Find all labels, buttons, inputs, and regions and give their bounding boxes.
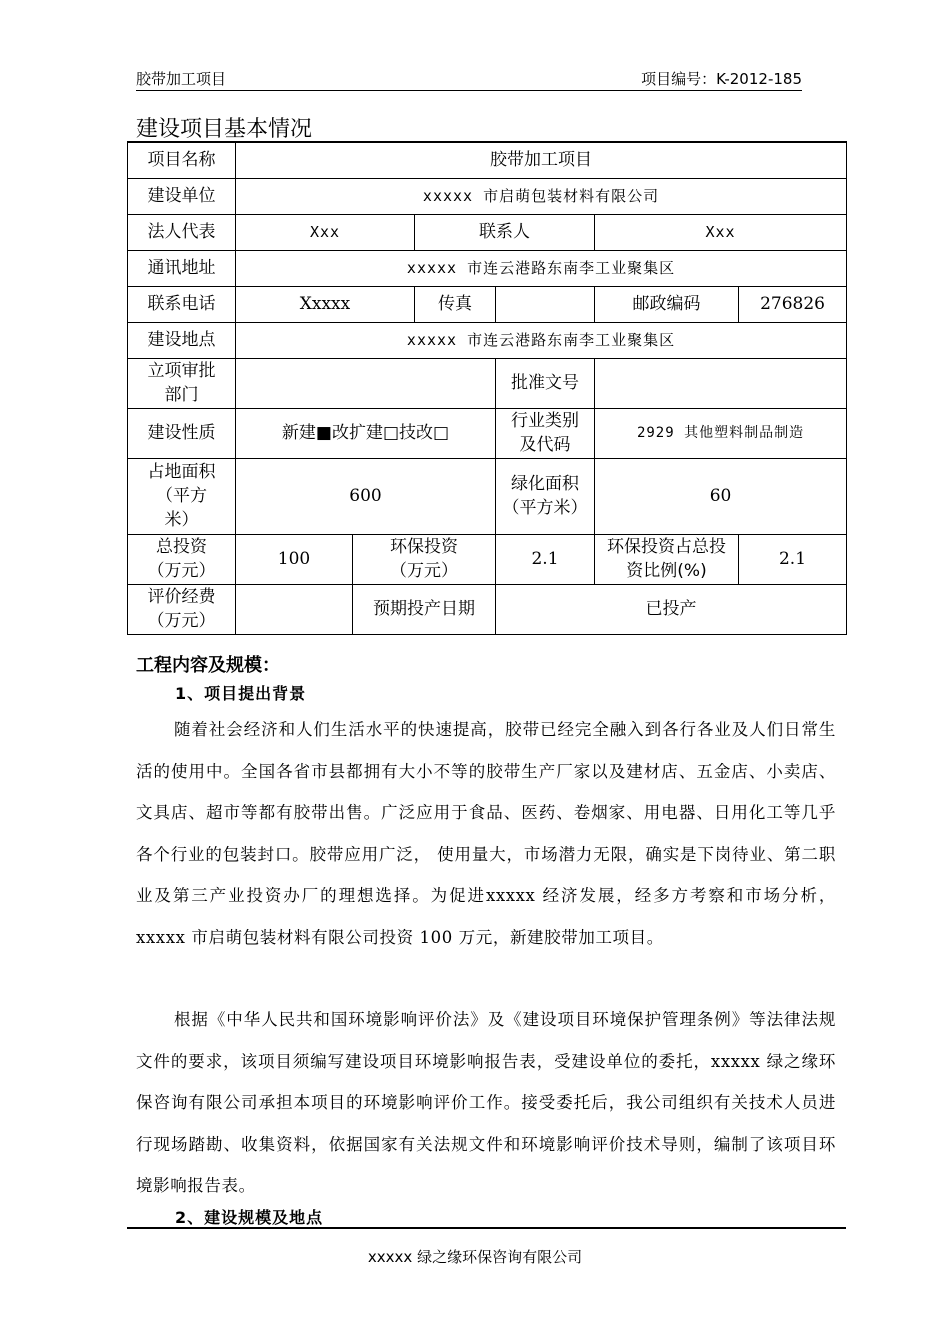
green-label-line1: 绿化面积 <box>511 474 579 494</box>
contact-value: Xxx <box>595 214 847 250</box>
nature-value: 新建■改扩建□技改□ <box>236 408 496 458</box>
env-invest-value: 2.1 <box>496 534 595 584</box>
approval-dept-value <box>236 358 496 408</box>
invest-label-line1: 总投资 <box>156 537 207 557</box>
address-label: 通讯地址 <box>128 250 236 286</box>
industry-label-line1: 行业类别 <box>511 411 579 431</box>
approval-no-label: 批准文号 <box>496 358 595 408</box>
footer-divider <box>127 1227 846 1229</box>
invest-value: 100 <box>236 534 353 584</box>
legal-rep-value: Xxx <box>236 214 415 250</box>
approval-dept-label <box>128 358 236 408</box>
builder-value: xxxxx 市启萌包装材料有限公司 <box>236 178 847 214</box>
area-label-line3: 米） <box>164 510 199 530</box>
env-invest-label-line2: （万元） <box>390 561 458 581</box>
paragraph-eia-basis: 根据《中华人民共和国环境影响评价法》及《建设项目环境保护管理条例》等法律法规文件的要求，该项目须编写建设项目环境影响报告表，受建设单位的委托，xxxxx 绿之缘环保咨询有限公司承担本项目的环境影响评价工作。接受委托后，我公司组织有关技术人员进行现场踏勘、收集资料，依据国家有关法规文件和环境影响评价技术导则，编制了该项目环境影响报告表。 <box>136 1010 836 1195</box>
fax-label: 传真 <box>415 286 496 322</box>
postcode-label: 邮政编码 <box>595 286 739 322</box>
page-footer: xxxxx 绿之缘环保咨询有限公司 <box>367 1248 583 1266</box>
section-title: 工程内容及规模： <box>136 655 280 676</box>
project-info-table <box>127 141 847 635</box>
site-label: 建设地点 <box>128 322 236 358</box>
ratio-label-line2: 资比例(%) <box>626 561 707 581</box>
header-project-name: 胶带加工项目 <box>136 71 227 88</box>
prod-date-value: 已投产 <box>496 584 847 634</box>
eval-fee-value <box>236 584 353 634</box>
approval-dept-label-line1: 立项审批 <box>147 361 216 381</box>
phone-label: 联系电话 <box>128 286 236 322</box>
site-value: xxxxx 市连云港路东南李工业聚集区 <box>236 322 847 358</box>
ratio-label <box>595 534 739 584</box>
legal-rep-label: 法人代表 <box>128 214 236 250</box>
contact-label: 联系人 <box>415 214 595 250</box>
invest-label-line2: （万元） <box>147 561 216 581</box>
fax-value <box>496 286 595 322</box>
prod-date-label: 预期投产日期 <box>353 584 496 634</box>
header-project-number: 项目编号：K-2012-185 <box>641 70 802 88</box>
industry-label-line2: 及代码 <box>519 435 571 455</box>
ratio-value: 2.1 <box>739 534 847 584</box>
page-title: 建设项目基本情况 <box>136 117 313 142</box>
approval-no-value <box>595 358 847 408</box>
builder-label: 建设单位 <box>128 178 236 214</box>
postcode-value: 276826 <box>739 286 847 322</box>
eval-fee-label-line2: （万元） <box>147 611 216 631</box>
subsection-scale-location: 2、建设规模及地点 <box>175 1208 324 1227</box>
green-label-line2: （平方米） <box>502 498 588 518</box>
subsection-background: 1、项目提出背景 <box>175 684 307 703</box>
area-value: 600 <box>236 458 496 534</box>
phone-value: Xxxxx <box>236 286 415 322</box>
page-header <box>136 66 802 91</box>
eval-fee-label <box>128 584 236 634</box>
paragraph-background: 随着社会经济和人们生活水平的快速提高，胶带已经完全融入到各行各业及人们日常生活的使用中。全国各省市县都拥有大小不等的胶带生产厂家以及建材店、五金店、小卖店、文具店、超市等都有胶带出售。广泛应用于食品、医药、卷烟家、用电器、日用化工等几乎各个行业的包装封口。胶带应用广泛， 使用量大，市场潜力无限，确实是下岗待业、第二职业及第三产业投资办厂的理想选择。为促进xxxxx 经济发展，经多方考察和市场分析，xxxxx 市启萌包装材料有限公司投资 100 万元，新建胶带加工项目。 <box>136 720 836 947</box>
project-name-label: 项目名称 <box>128 142 236 178</box>
env-invest-label-line1: 环保投资 <box>390 537 458 557</box>
approval-dept-label-line2: 部门 <box>164 385 199 405</box>
industry-value: 2929 其他塑料制品制造 <box>595 408 847 458</box>
green-value: 60 <box>595 458 847 534</box>
env-invest-label <box>353 534 496 584</box>
industry-label <box>496 408 595 458</box>
invest-label <box>128 534 236 584</box>
area-label-line2: （平方 <box>156 486 207 506</box>
nature-label: 建设性质 <box>128 408 236 458</box>
project-name-value: 胶带加工项目 <box>236 142 847 178</box>
area-label-line1: 占地面积 <box>147 462 216 482</box>
area-label <box>128 458 236 534</box>
eval-fee-label-line1: 评价经费 <box>147 587 216 607</box>
address-value: xxxxx 市连云港路东南李工业聚集区 <box>236 250 847 286</box>
green-label <box>496 458 595 534</box>
ratio-label-line1: 环保投资占总投 <box>607 537 726 557</box>
